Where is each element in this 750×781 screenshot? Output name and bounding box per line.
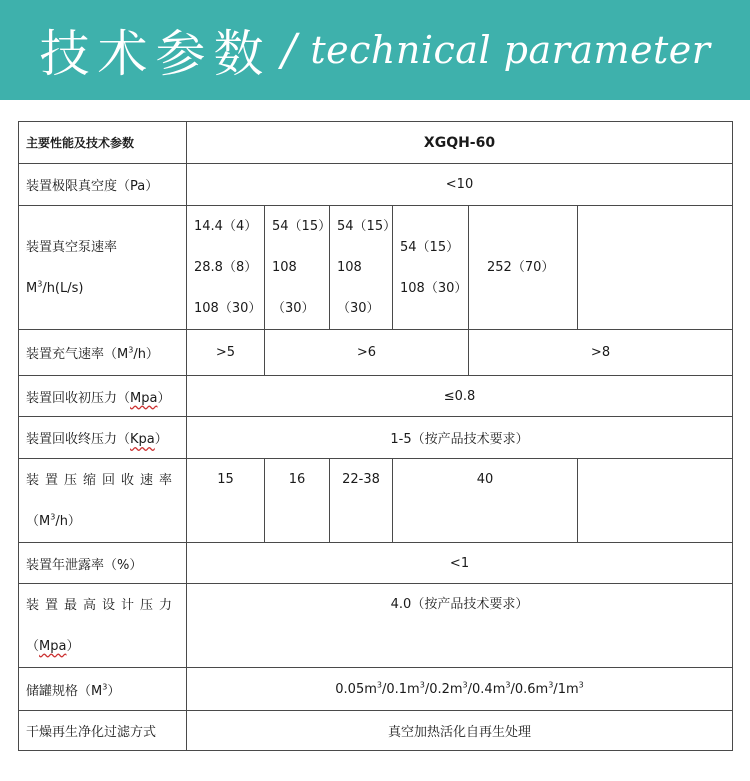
compression-rate-cell-3: 22-38 bbox=[330, 459, 393, 543]
table-row-recovery-initial bbox=[19, 376, 733, 417]
table-row-ultimate-vacuum bbox=[19, 164, 733, 206]
recovery-final-label: 装置回收终压力（Kpa） bbox=[19, 417, 187, 459]
tank-spec-value: $0.05m^3/0.1m^3/0.2m^3/0.4m^3/0.6m^3/1m^3$ bbox=[187, 668, 733, 711]
compression-rate-label-line2: $(M^3/h)$ bbox=[26, 512, 81, 529]
fill-rate-label: 装置充气速率$(M^3/h)$ bbox=[19, 330, 187, 376]
technical-parameter-table bbox=[18, 121, 733, 751]
pump-rate-col5 bbox=[469, 206, 578, 330]
table-row-dry-regen bbox=[19, 711, 733, 751]
banner-title-cn: 技术参数 bbox=[39, 25, 272, 83]
compression-rate-label-line1: 装置压缩回收速率 bbox=[26, 472, 179, 488]
pump-rate-col4-line: 108（30） bbox=[400, 280, 468, 296]
max-design-pressure-value: 4.0（按产品技术要求） bbox=[187, 584, 733, 668]
table-row-header bbox=[19, 122, 733, 164]
max-design-pressure-label-line2: （Mpa） bbox=[26, 638, 80, 654]
compression-rate-cell-1: 15 bbox=[187, 459, 265, 543]
compression-rate-empty bbox=[578, 459, 733, 543]
tank-spec-label: 储罐规格$(M^3)$ bbox=[19, 668, 187, 711]
table-row-compression-rate bbox=[19, 459, 733, 543]
pump-rate-col2-line: 54（15） bbox=[272, 219, 332, 234]
recovery-final-value: 1-5（按产品技术要求） bbox=[187, 417, 733, 459]
pump-rate-col4-line: 54（15） bbox=[400, 239, 460, 255]
banner-slash: / bbox=[281, 24, 297, 76]
pump-rate-col5-line: 252（70） bbox=[487, 260, 555, 275]
pump-rate-col6-empty bbox=[578, 206, 733, 330]
fill-rate-value-1: >5 bbox=[187, 330, 265, 376]
pump-rate-col1-line: 28.8（8） bbox=[194, 260, 258, 275]
pump-rate-col3 bbox=[330, 206, 397, 330]
dry-regen-value: 真空加热活化自再生处理 bbox=[187, 711, 733, 751]
annual-leak-value: <1 bbox=[187, 543, 733, 584]
pump-rate-col1 bbox=[187, 206, 265, 330]
fill-rate-value-3: >8 bbox=[469, 330, 733, 376]
recovery-initial-label: 装置回收初压力（Mpa） bbox=[19, 376, 187, 417]
max-design-pressure-label bbox=[19, 584, 187, 668]
table-row-tank-spec bbox=[19, 668, 733, 711]
title-banner bbox=[0, 0, 750, 100]
pump-rate-col1-line: 108（30） bbox=[194, 301, 262, 316]
pump-rate-col3-line: （30） bbox=[337, 301, 380, 316]
table-row-annual-leak bbox=[19, 543, 733, 584]
pump-rate-col2-line: （30） bbox=[272, 301, 315, 316]
pump-rate-col4 bbox=[393, 206, 469, 330]
compression-rate-cell-4: 40 bbox=[393, 459, 578, 543]
header-label: 主要性能及技术参数 bbox=[26, 136, 135, 150]
ultimate-vacuum-label: 装置极限真空度（Pa） bbox=[19, 164, 187, 206]
table-row-max-design-pressure bbox=[19, 584, 733, 668]
recovery-initial-value: ≤0.8 bbox=[187, 376, 733, 417]
fill-rate-value-2: >6 bbox=[265, 330, 469, 376]
compression-rate-label bbox=[19, 459, 187, 543]
header-label-cell bbox=[19, 122, 187, 164]
max-design-pressure-label-line1: 装置最高设计压力 bbox=[26, 597, 179, 613]
pump-rate-col3-line: 54（15） bbox=[337, 219, 397, 234]
pump-rate-col2 bbox=[265, 206, 330, 330]
pump-rate-col3-line: 108 bbox=[337, 260, 362, 275]
table-row-recovery-final bbox=[19, 417, 733, 459]
pump-rate-col2-line: 108 bbox=[272, 260, 297, 275]
annual-leak-label: 装置年泄露率（%） bbox=[19, 543, 187, 584]
pump-rate-label-line2: $M^3/h(L/s)$ bbox=[26, 279, 84, 296]
compression-rate-cell-2: 16 bbox=[265, 459, 330, 543]
dry-regen-label: 干燥再生净化过滤方式 bbox=[19, 711, 187, 751]
header-model-cell bbox=[187, 122, 733, 164]
pump-rate-label-line1: 装置真空泵速率 bbox=[26, 239, 118, 255]
ultimate-vacuum-value: <10 bbox=[187, 164, 733, 206]
table-row-fill-rate bbox=[19, 330, 733, 376]
table-row-pump-rate bbox=[19, 206, 733, 330]
pump-rate-label bbox=[19, 206, 187, 330]
model-name: XGQH-60 bbox=[423, 134, 496, 151]
banner-title-en: technical parameter bbox=[310, 28, 711, 72]
pump-rate-col1-line: 14.4（4） bbox=[194, 219, 258, 234]
